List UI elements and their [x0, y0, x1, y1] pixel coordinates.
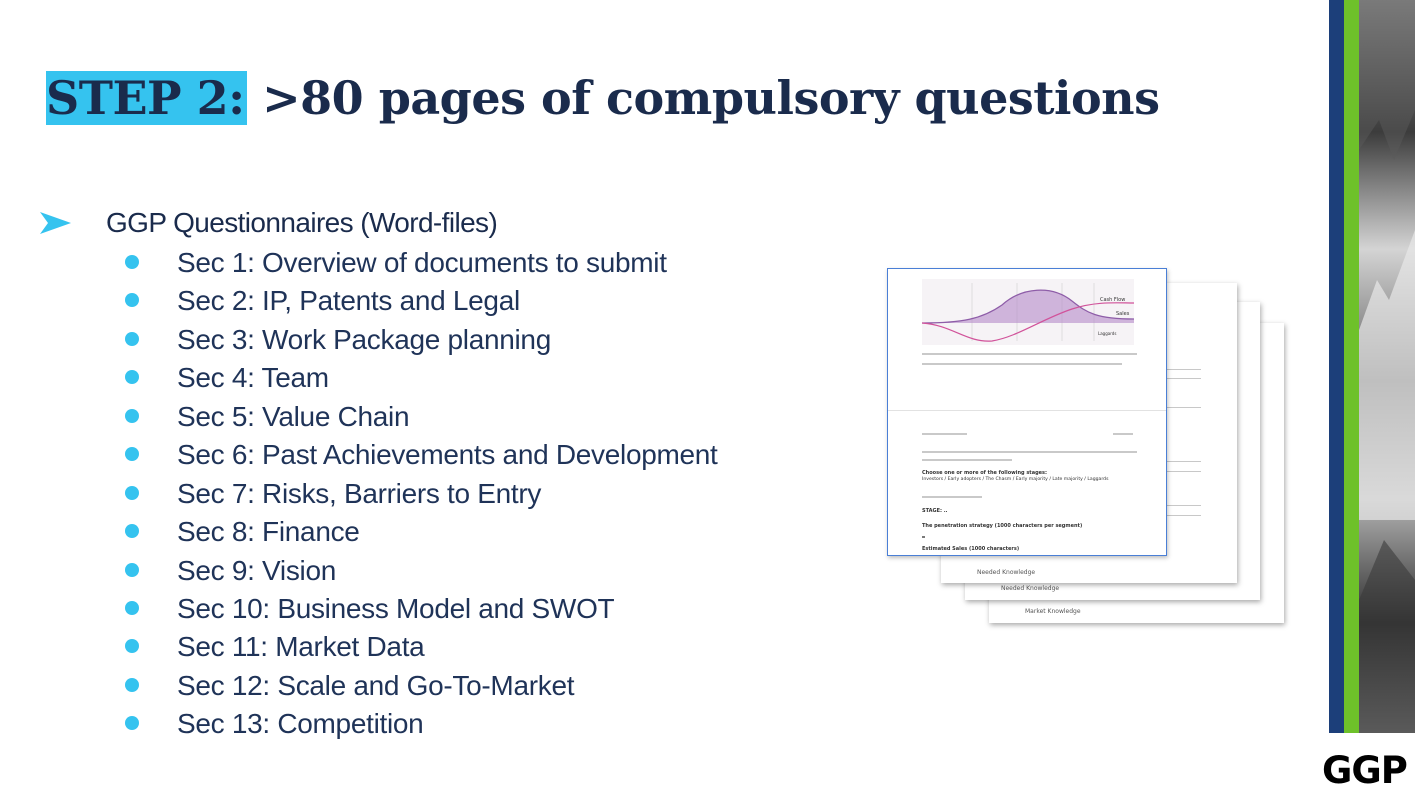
bullet-dot-icon: [125, 524, 139, 538]
section-label: Sec 12: Scale and Go-To-Market: [177, 669, 575, 701]
bullet-dot-icon: [125, 563, 139, 577]
thumbnail-text: Choose one or more of the following stages:: [922, 470, 1048, 476]
section-label: Sec 9: Vision: [177, 554, 337, 586]
section-label: Sec 2: IP, Patents and Legal: [177, 285, 520, 317]
graph-label: Laggards: [1098, 331, 1117, 336]
thumbnail-label: Market Knowledge: [1025, 608, 1081, 615]
bullet-dot-icon: [125, 601, 139, 615]
section-label: Sec 8: Finance: [177, 516, 360, 548]
arrow-bullet-icon: [40, 206, 72, 240]
ggp-logo: GGP: [1322, 749, 1407, 792]
section-label: Sec 11: Market Data: [177, 631, 425, 663]
decorative-side-panel: [1329, 0, 1415, 733]
thumbnail-text: The penetration strategy (1000 characters per segment): [922, 523, 1083, 529]
section-label: Sec 10: Business Model and SWOT: [177, 592, 615, 624]
title-highlight: STEP 2:: [46, 71, 245, 125]
navy-stripe: [1329, 0, 1344, 733]
section-label: Sec 5: Value Chain: [177, 400, 410, 432]
section-label: Sec 4: Team: [177, 362, 329, 394]
thumbnail-text: STAGE: ..: [922, 508, 948, 514]
thumbnail-text: Estimated Sales (1000 characters): [922, 546, 1020, 552]
thumbnail-label: Needed Knowledge: [977, 569, 1036, 576]
bullet-dot-icon: [125, 370, 139, 384]
document-thumbnail-front: [887, 268, 1167, 556]
green-stripe: [1344, 0, 1359, 733]
bullet-dot-icon: [125, 332, 139, 346]
graph-label: Sales: [1116, 311, 1130, 317]
section-label: Sec 7: Risks, Barriers to Entry: [177, 477, 542, 509]
questionnaire-heading: GGP Questionnaires (Word-files): [106, 207, 498, 238]
bullet-dot-icon: [125, 255, 139, 269]
title-rest: >80 pages of compulsory questions: [246, 71, 1160, 125]
thumbnail-label: Needed Knowledge: [1001, 585, 1060, 592]
section-label: Sec 1: Overview of documents to submit: [177, 247, 667, 278]
thumbnail-text: Investors / Early adopters / The Chasm / Early majority / Late majority / Laggards: [922, 477, 1109, 482]
bullet-dot-icon: [125, 639, 139, 653]
bullet-dot-icon: [125, 409, 139, 423]
bullet-dot-icon: [125, 447, 139, 461]
mountain-photo-graphic: [1359, 0, 1415, 733]
slide-title: [46, 68, 1160, 128]
bullet-dot-icon: [125, 293, 139, 307]
adoption-curve-graphic: [922, 279, 1134, 345]
bullet-dot-icon: [125, 716, 139, 730]
section-label: Sec 3: Work Package planning: [177, 323, 551, 355]
bullet-dot-icon: [125, 678, 139, 692]
graph-label: Cash Flow: [1100, 297, 1126, 303]
bullet-dot-icon: [125, 486, 139, 500]
section-label: Sec 13: Competition: [177, 708, 424, 740]
section-label: Sec 6: Past Achievements and Development: [177, 439, 718, 471]
